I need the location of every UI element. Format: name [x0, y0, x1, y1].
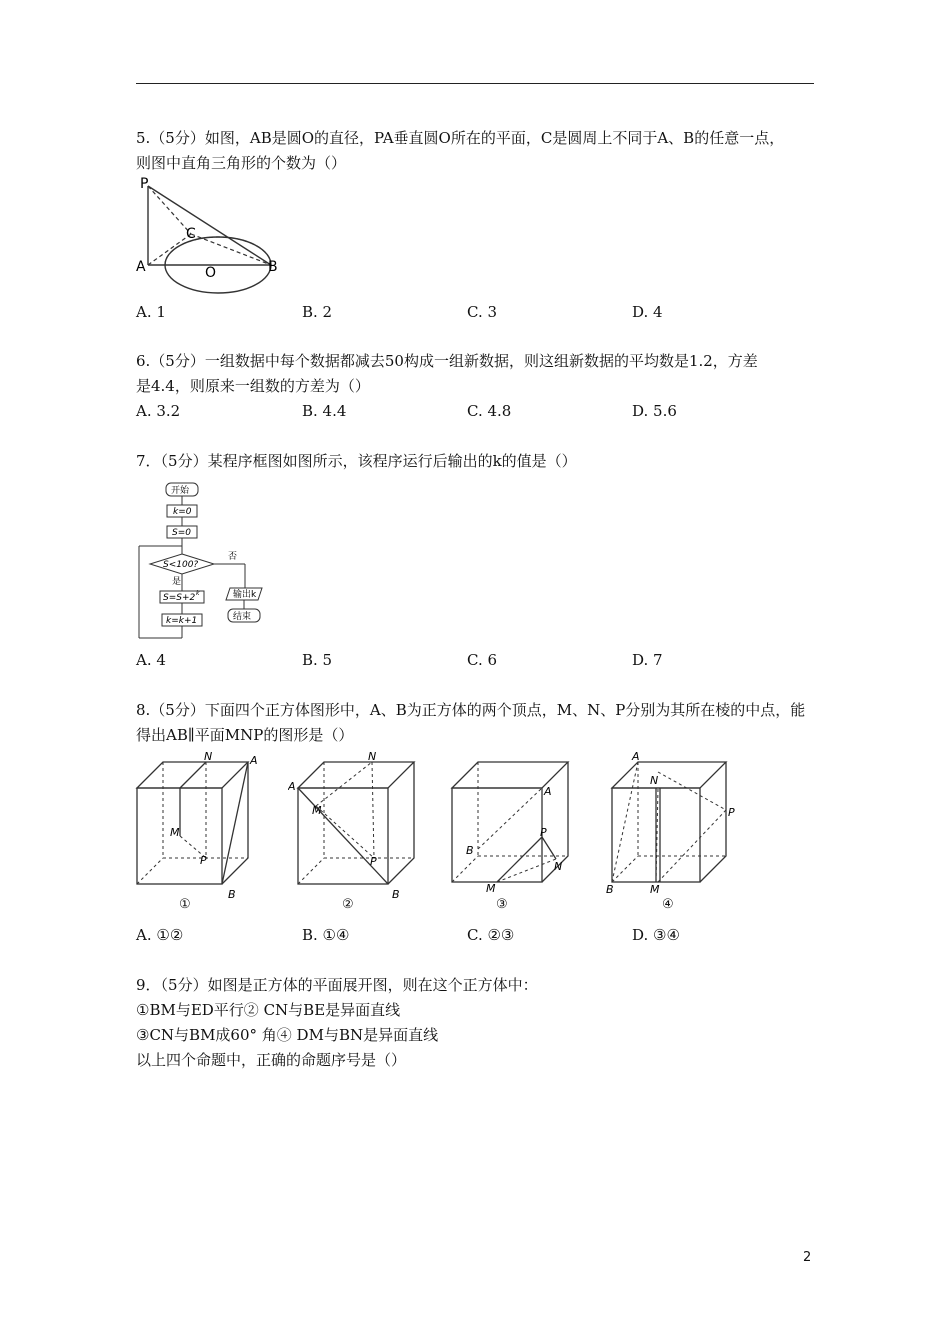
q7-flowchart: [136, 478, 276, 647]
q8-cube-3: [444, 752, 574, 906]
flow-yes: 是: [172, 577, 182, 587]
q8-cube-1: [132, 752, 262, 906]
c2-label-p: P: [370, 855, 377, 868]
c1-label-p: P: [200, 854, 207, 867]
c4-label-b: B: [606, 883, 614, 896]
c1-label-a: A: [250, 754, 258, 767]
c1-label-n: N: [204, 752, 213, 763]
q5-stem-line2: 则图中直角三角形的个数为（）: [136, 154, 347, 172]
c1-label-b: B: [228, 888, 236, 901]
q5-option-d: D. 4: [632, 303, 663, 321]
q8-option-d: D. ③④: [632, 926, 680, 944]
q5-figure: [136, 174, 286, 303]
q8-cube-2: [288, 752, 418, 906]
q7-option-b: B. 5: [302, 651, 333, 669]
c3-label-m: M: [486, 882, 496, 895]
c2-label-m: M: [312, 804, 322, 817]
flow-end: 结束: [233, 612, 252, 622]
c4-label-m: M: [650, 883, 660, 896]
q9-stem-line2: ①BM与ED平行② CN与BE是异面直线: [136, 1001, 401, 1019]
label-a: A: [136, 259, 146, 275]
c3-label-b: B: [466, 844, 474, 857]
q9-stem-line4: 以上四个命题中，正确的命题序号是（）: [136, 1051, 407, 1069]
c3-label-p: P: [540, 826, 547, 839]
q7-stem-line1: 7．（5分）某程序框图如图所示，该程序运行后输出的k的值是（）: [136, 452, 577, 470]
q6-stem-line2: 是4.4，则原来一组数的方差为（）: [136, 377, 370, 395]
q8-caption-3: ③: [496, 897, 508, 912]
q7-option-d: D. 7: [632, 651, 663, 669]
q8-option-c: C. ②③: [467, 926, 515, 944]
q6-option-b: B. 4.4: [302, 402, 347, 420]
flow-start: 开始: [171, 486, 190, 496]
q6-stem-line1: 6.（5分）一组数据中每个数据都减去50构成一组新数据，则这组新数据的平均数是1.2，方差: [136, 352, 758, 370]
flow-update-s: S=S+2: [163, 593, 196, 603]
label-p: P: [140, 176, 149, 192]
c3-label-a: A: [544, 785, 552, 798]
label-b: B: [268, 259, 278, 275]
q8-cube-4: [600, 752, 740, 906]
q8-caption-2: ②: [342, 897, 354, 912]
c2-label-a: A: [288, 780, 296, 793]
label-c: C: [186, 226, 196, 242]
q5-stem-line1: 5.（5分）如图，AB是圆O的直径，PA垂直圆O所在的平面，C是圆周上不同于A、B的任意一点，: [136, 129, 785, 147]
q8-caption-1: ①: [179, 897, 191, 912]
c2-label-b: B: [392, 888, 400, 901]
q8-option-a: A. ①②: [136, 926, 184, 944]
label-o: O: [205, 265, 217, 281]
flow-no: 否: [228, 552, 238, 562]
c4-label-a: A: [632, 752, 640, 763]
flow-init-s: S=0: [172, 528, 191, 538]
q6-option-d: D. 5.6: [632, 402, 677, 420]
q5-option-a: A. 1: [136, 303, 166, 321]
flow-update-k: k=k+1: [166, 616, 198, 626]
q9-stem-line1: 9．（5分）如图是正方体的平面展开图，则在这个正方体中：: [136, 976, 538, 994]
header-rule: [136, 83, 814, 84]
q6-option-a: A. 3.2: [136, 402, 181, 420]
c4-label-p: P: [728, 806, 735, 819]
flow-output: 输出k: [233, 590, 257, 600]
c1-label-m: M: [170, 826, 180, 839]
c2-label-n: N: [368, 752, 377, 763]
q9-stem-line3: ③CN与BM成60° 角④ DM与BN是异面直线: [136, 1026, 439, 1044]
q5-option-c: C. 3: [467, 303, 498, 321]
q7-option-c: C. 6: [467, 651, 498, 669]
c4-label-n: N: [650, 774, 659, 787]
q5-option-b: B. 2: [302, 303, 333, 321]
flow-update-s-exponent: k: [196, 590, 200, 597]
q8-option-b: B. ①④: [302, 926, 350, 944]
c3-label-n: N: [554, 860, 563, 873]
q8-caption-4: ④: [662, 897, 674, 912]
q8-stem-line2: 得出AB∥平面MNP的图形是（）: [136, 726, 354, 744]
q7-option-a: A. 4: [136, 651, 166, 669]
flow-condition: S<100?: [163, 560, 199, 570]
q6-option-c: C. 4.8: [467, 402, 512, 420]
page-number: 2: [803, 1250, 812, 1265]
flow-init-k: k=0: [173, 507, 192, 517]
q8-stem-line1: 8.（5分）下面四个正方体图形中，A、B为正方体的两个顶点，M、N、P分别为其所在棱的中点，能: [136, 701, 806, 719]
